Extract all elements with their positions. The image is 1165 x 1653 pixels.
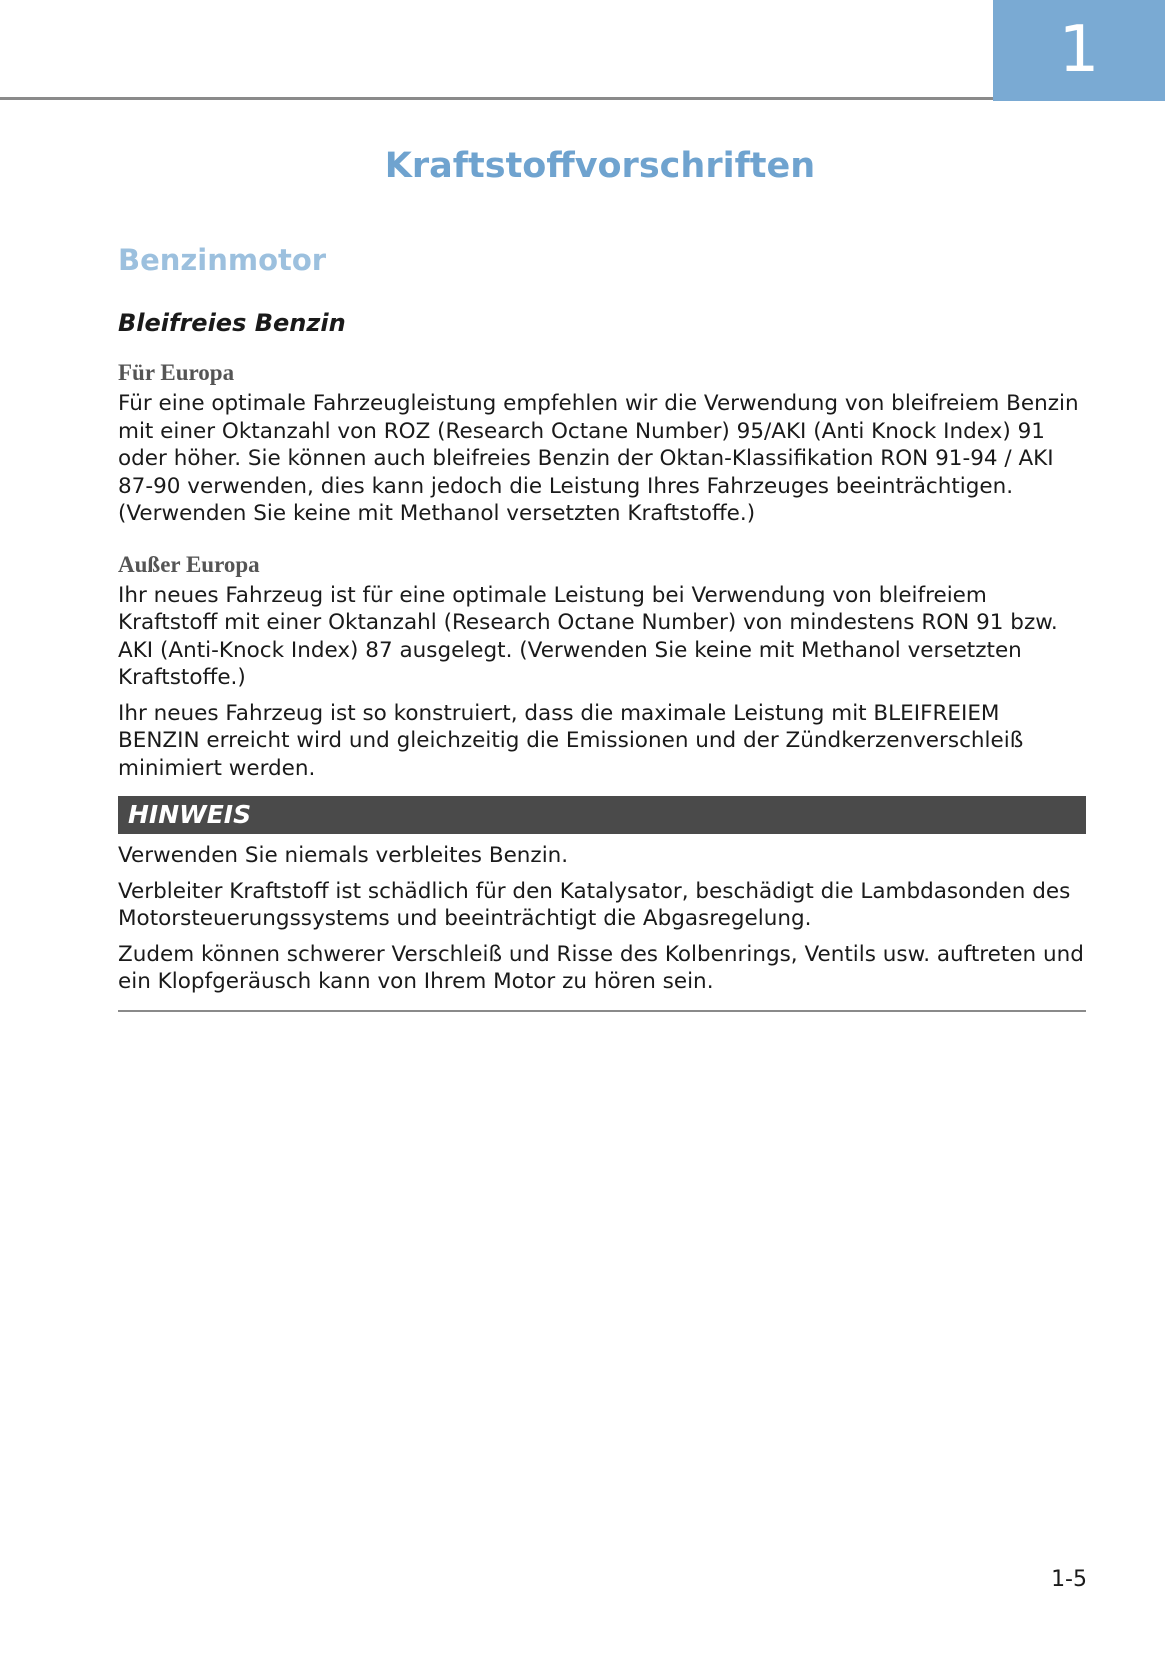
- notice-body: [118, 842, 1086, 996]
- chapter-tab: 1: [993, 0, 1165, 101]
- notice-end-rule: [118, 1010, 1086, 1012]
- outside-europe-paragraph: Ihr neues Fahrzeug ist so konstruiert, dass die maximale Leistung mit BLEIFREIEM BENZIN erreicht wird und gleichzeitig die Emissionen und der Zündkerzenverschleiß minimiert werden.: [118, 700, 1024, 781]
- outside-europe-paragraph: Ihr neues Fahrzeug ist für eine optimale Leistung bei Verwendung von bleifreiem Kraftstoff mit einer Oktanzahl (Research Octane Number) von mindestens RON 91 bzw. AKI (Anti-Knock Index) 87 ausgelegt. (Verwenden Sie keine mit Methanol versetzten Kraftstoffe.): [118, 582, 1058, 690]
- subsection-heading: Bleifreies Benzin: [118, 309, 346, 337]
- page-title: Kraftstoffvorschriften: [384, 146, 816, 186]
- main-content: [118, 240, 1086, 1012]
- page-number: 1-5: [1051, 1567, 1087, 1592]
- notice-paragraph: Zudem können schwerer Verschleiß und Risse des Kolbenrings, Ventils usw. auftreten und ein Klopfgeräusch kann von Ihrem Motor zu hören sein.: [118, 941, 1084, 994]
- region-label-outside-europe: Außer Europa: [118, 551, 260, 577]
- notice-paragraph: Verwenden Sie niemals verbleites Benzin.: [118, 843, 569, 868]
- header-rule: [0, 97, 993, 100]
- section-heading: Benzinmotor: [118, 243, 327, 277]
- notice-title-bar: HINWEIS: [118, 796, 1086, 834]
- notice-paragraph: Verbleiter Kraftstoff ist schädlich für den Katalysator, beschädigt die Lambdasonden des Motorsteuerungssystems und beeinträchtigt die Abgasregelung.: [118, 878, 1071, 931]
- region-label-europe: Für Europa: [118, 360, 235, 385]
- europe-paragraph: Für eine optimale Fahrzeugleistung empfehlen wir die Verwendung von bleifreiem Benzin mit einer Oktanzahl von ROZ (Research Octane Number) 95/AKI (Anti Knock Index) 91 oder höher. Sie können auch bleifreies Benzin der Oktan-Klassifikation RON 91-94 / AKI 87-90 verwenden, dies kann jedoch die Leistung Ihres Fahrzeuges beeinträchtigen. (Verwenden Sie keine mit Methanol versetzten Kraftstoffe.): [118, 391, 1079, 526]
